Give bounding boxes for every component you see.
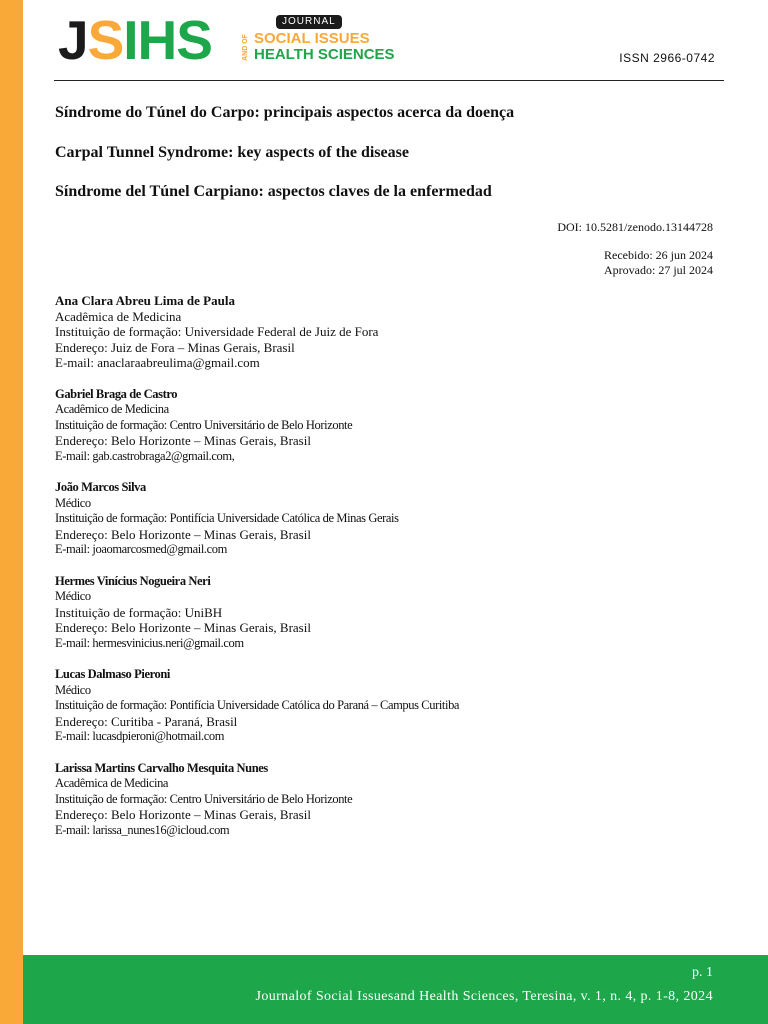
author-email[interactable]: E-mail: lucasdpieroni@hotmail.com bbox=[55, 729, 225, 743]
author-institution: Instituição de formação: Universidade Federal de Juiz de Fora bbox=[55, 324, 379, 339]
author-address: Endereço: Curitiba - Paraná, Brasil bbox=[55, 713, 238, 729]
logo-social-issues: SOCIAL ISSUES bbox=[254, 30, 370, 47]
journal-logo bbox=[58, 9, 403, 71]
author-institution: Instituição de formação: Centro Universitário de Belo Horizonte bbox=[55, 791, 353, 806]
author-block bbox=[55, 667, 715, 745]
logo-and-of: AND OF bbox=[241, 34, 249, 61]
header-divider bbox=[54, 80, 724, 81]
author-name: Larissa Martins Carvalho Mesquita Nunes bbox=[55, 760, 268, 775]
author-role: Acadêmica de Medicina bbox=[55, 308, 182, 324]
author-block bbox=[55, 574, 715, 652]
author-address: Endereço: Belo Horizonte – Minas Gerais, Brasil bbox=[55, 526, 311, 542]
author-name: Gabriel Braga de Castro bbox=[55, 386, 178, 401]
author-block bbox=[55, 480, 715, 558]
author-institution: Instituição de formação: UniBH bbox=[55, 604, 223, 620]
author-role: Médico bbox=[55, 495, 91, 510]
author-role: Acadêmica de Medicina bbox=[55, 776, 169, 790]
title-spanish: Síndrome del Túnel Carpiano: aspectos claves de la enfermedad bbox=[55, 183, 492, 200]
logo-journal-badge: JOURNAL bbox=[276, 15, 342, 29]
author-institution: Instituição de formação: Pontifícia Universidade Católica de Minas Gerais bbox=[55, 511, 399, 525]
author-address: Endereço: Juiz de Fora – Minas Gerais, Brasil bbox=[55, 339, 295, 355]
author-email[interactable]: E-mail: gab.castrobraga2@gmail.com, bbox=[55, 448, 235, 463]
author-block bbox=[55, 761, 715, 839]
author-email[interactable]: E-mail: anaclaraabreulima@gmail.com bbox=[55, 355, 260, 370]
doi[interactable]: DOI: 10.5281/zenodo.13144728 bbox=[557, 220, 713, 234]
author-block bbox=[55, 387, 715, 465]
page-number: p. 1 bbox=[692, 965, 713, 980]
author-block bbox=[55, 293, 715, 371]
received-date: Recebido: 26 jun 2024 bbox=[604, 248, 713, 262]
page-footer bbox=[23, 955, 768, 1024]
author-role: Médico bbox=[55, 682, 91, 697]
author-name: João Marcos Silva bbox=[55, 480, 146, 494]
title-english: Carpal Tunnel Syndrome: key aspects of the disease bbox=[55, 144, 409, 161]
author-name: Lucas Dalmaso Pieroni bbox=[55, 667, 170, 681]
author-email[interactable]: E-mail: joaomarcosmed@gmail.com bbox=[55, 542, 227, 556]
footer-citation: Journalof Social Issuesand Health Sciences, Teresina, v. 1, n. 4, p. 1-8, 2024 bbox=[255, 989, 713, 1004]
submission-dates bbox=[604, 248, 713, 278]
author-list bbox=[55, 293, 715, 854]
author-name: Hermes Vinícius Nogueira Neri bbox=[55, 573, 211, 588]
issn: ISSN 2966-0742 bbox=[619, 51, 715, 65]
logo-wordmark: JSIHS bbox=[58, 9, 212, 71]
title-portuguese: Síndrome do Túnel do Carpo: principais aspectos acerca da doença bbox=[55, 104, 515, 121]
logo-health-sciences: HEALTH SCIENCES bbox=[254, 46, 395, 63]
author-address: Endereço: Belo Horizonte – Minas Gerais, Brasil bbox=[55, 433, 311, 448]
author-institution: Instituição de formação: Centro Universitário de Belo Horizonte bbox=[55, 417, 353, 432]
author-address: Endereço: Belo Horizonte – Minas Gerais, Brasil bbox=[55, 807, 311, 822]
approved-date: Aprovado: 27 jul 2024 bbox=[604, 263, 713, 277]
author-role: Médico bbox=[55, 589, 91, 603]
author-role: Acadêmico de Medicina bbox=[55, 402, 169, 416]
author-institution: Instituição de formação: Pontifícia Universidade Católica do Paraná – Campus Curitiba bbox=[55, 698, 460, 712]
author-email[interactable]: E-mail: larissa_nunes16@icloud.com bbox=[55, 822, 230, 837]
author-name: Ana Clara Abreu Lima de Paula bbox=[55, 293, 235, 308]
author-email[interactable]: E-mail: hermesvinicius.neri@gmail.com bbox=[55, 635, 244, 650]
author-address: Endereço: Belo Horizonte – Minas Gerais, Brasil bbox=[55, 620, 311, 635]
side-accent-bar bbox=[0, 0, 23, 1024]
